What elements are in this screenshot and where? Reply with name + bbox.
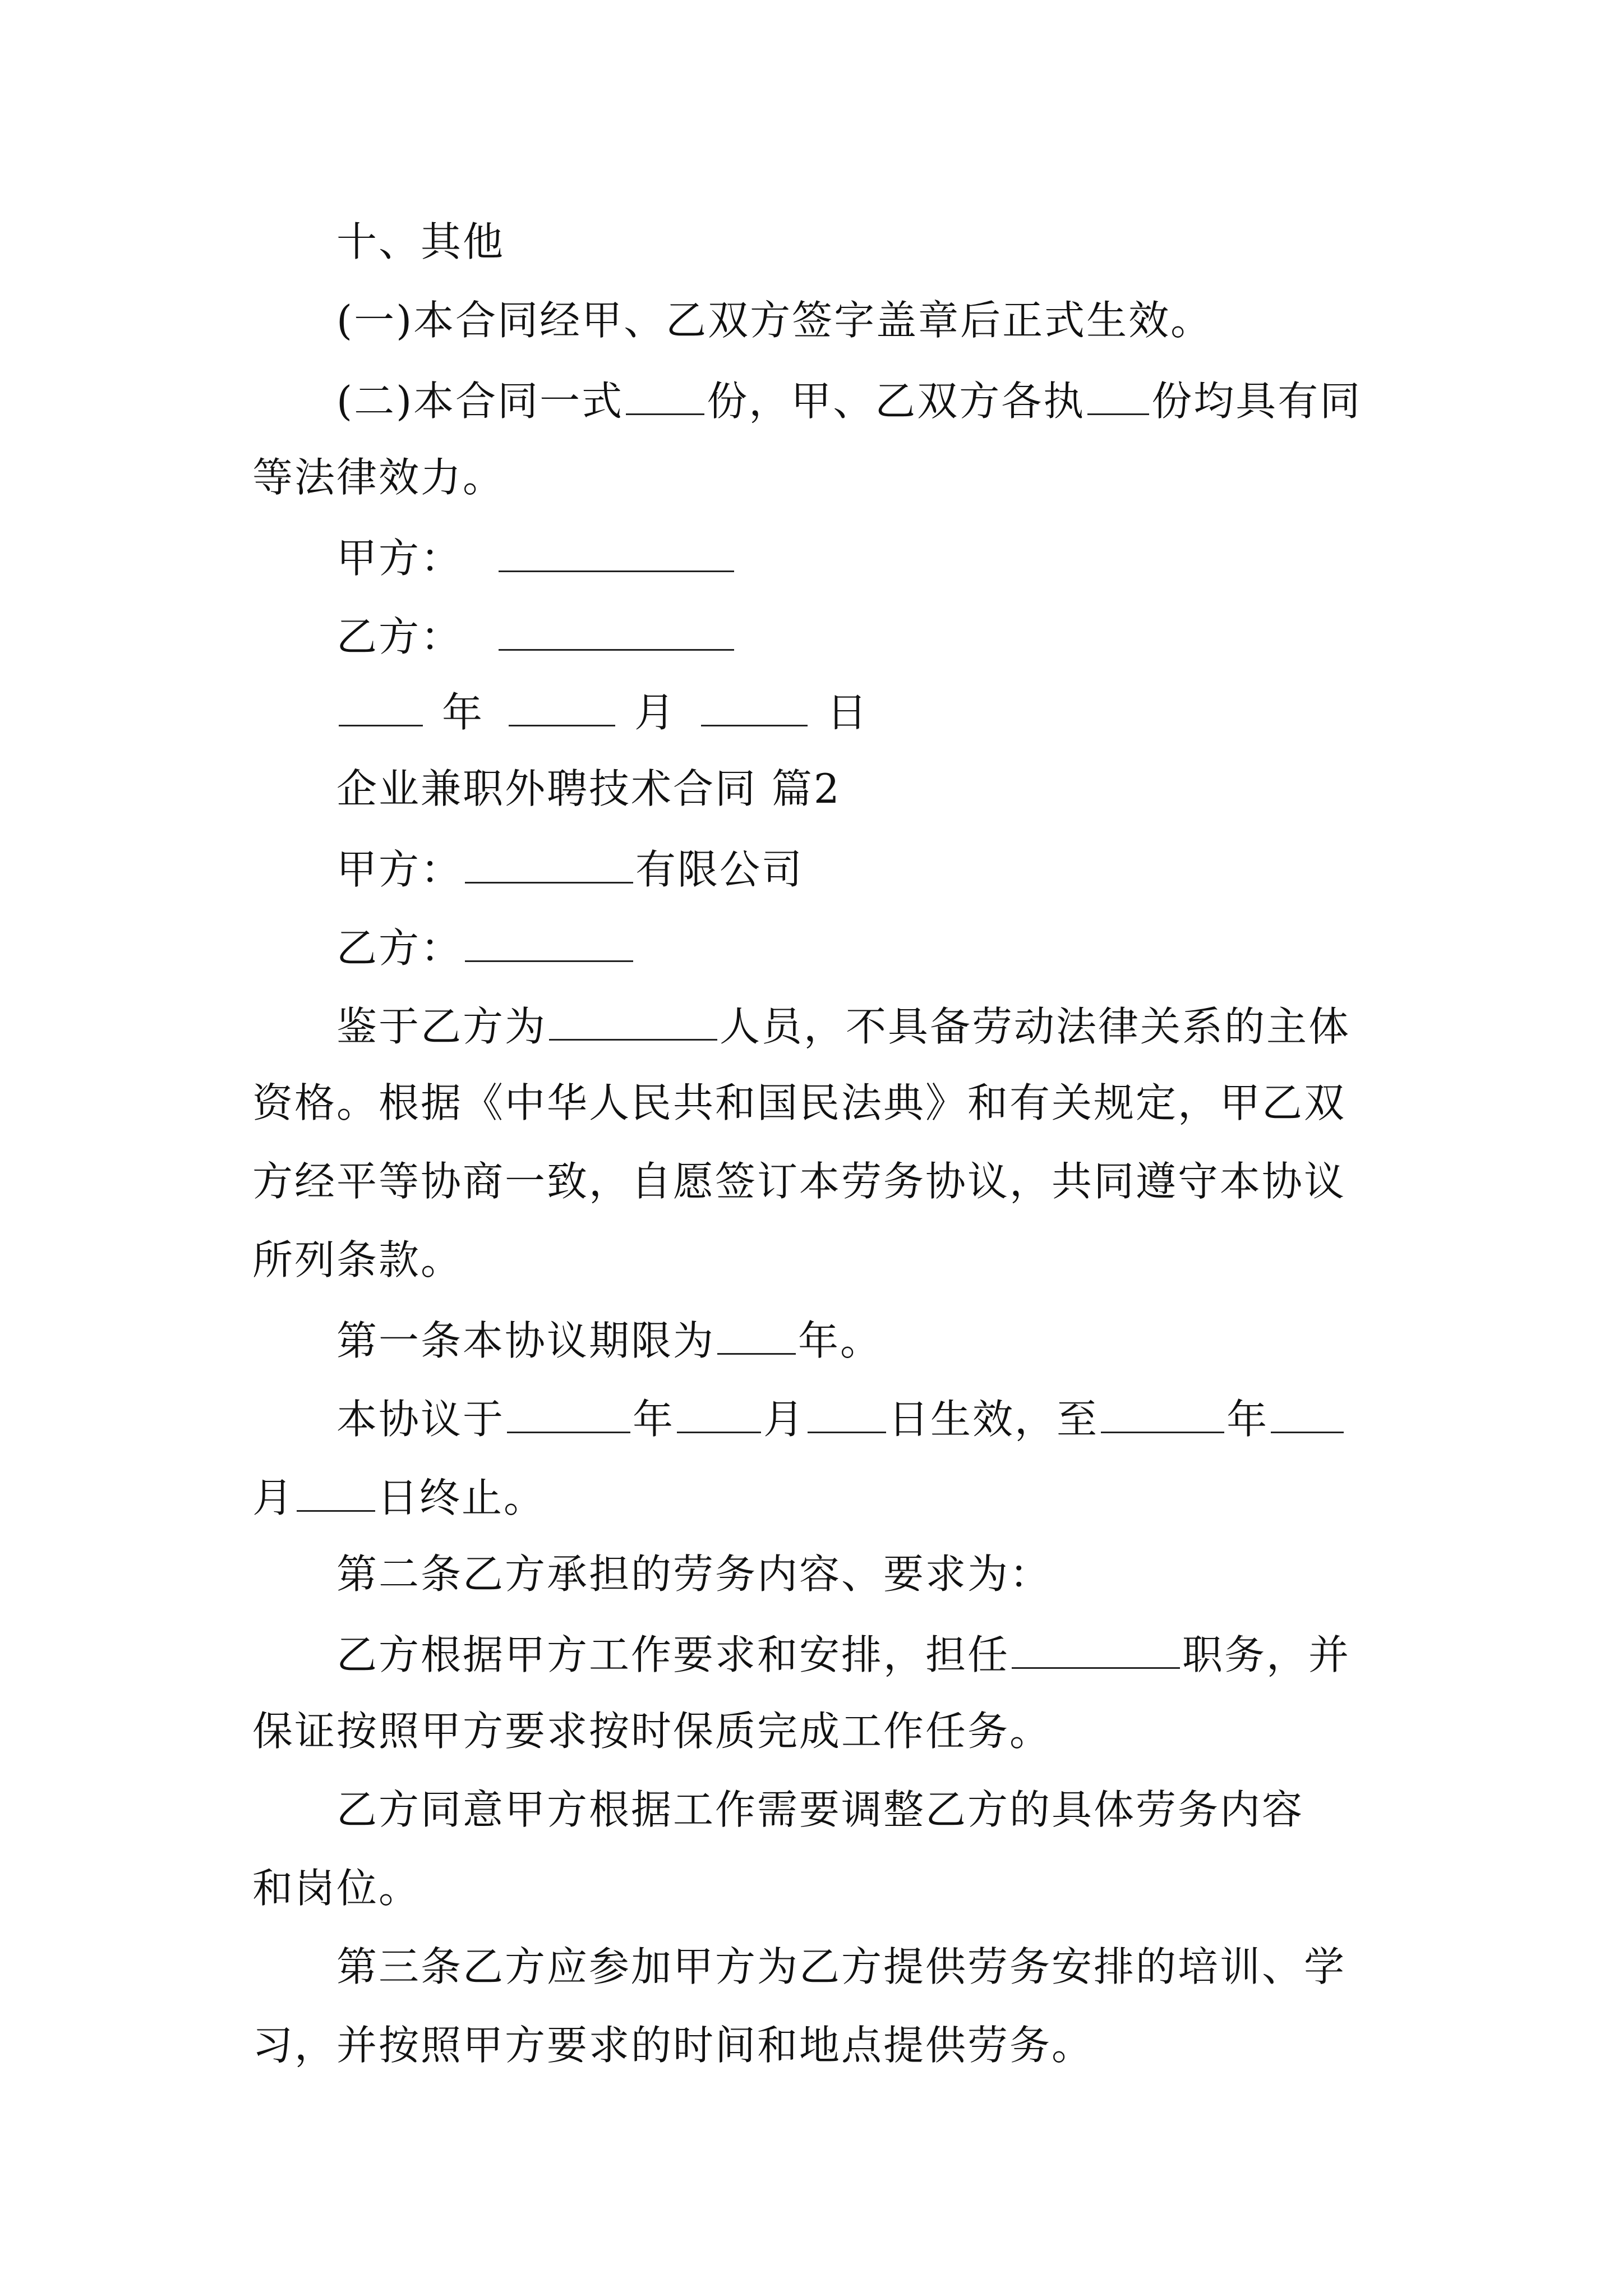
text: 月 (252, 1474, 295, 1521)
article-1-term-continued (252, 1474, 546, 1521)
text: 日终止。 (377, 1474, 546, 1521)
section-heading-other (336, 218, 505, 265)
text: 第一条本协议期限为 (336, 1317, 716, 1364)
blank-underline (717, 1318, 796, 1355)
text: 日 (827, 689, 869, 736)
party-a-signature (336, 535, 736, 582)
text: 月 (763, 1396, 806, 1443)
text: 年 (633, 1396, 675, 1443)
preamble-continued (252, 1236, 463, 1283)
party-b-signature (336, 613, 736, 660)
blank-underline (1087, 379, 1149, 415)
party-b-line (336, 924, 635, 972)
blank-underline (808, 1397, 886, 1433)
text: 年 (442, 689, 485, 736)
article-2-duty (336, 1631, 1351, 1678)
article-1-term (336, 1396, 1346, 1443)
label: 乙方： (336, 924, 463, 972)
text: 等法律效力。 (252, 454, 505, 501)
blank-underline (626, 379, 704, 415)
preamble-continued (252, 1158, 1347, 1205)
text: 乙方同意甲方根据工作需要调整乙方的具体劳务内容 (336, 1786, 1304, 1833)
text: 月 (634, 689, 677, 736)
article-3-continued (252, 2022, 1094, 2069)
signature-underline (499, 536, 734, 572)
clause-2 (336, 378, 1362, 425)
company-blank (465, 847, 633, 884)
text: (二)本合同一式 (336, 378, 624, 425)
blank-underline (1101, 1397, 1224, 1433)
text: 本协议于 (336, 1396, 505, 1443)
text: 习，并按照甲方要求的时间和地点提供劳务。 (252, 2022, 1094, 2069)
text: 有限公司 (635, 846, 804, 893)
party-a-line (336, 846, 804, 893)
text: 所列条款。 (252, 1236, 463, 1283)
text: 职务，并 (1182, 1631, 1351, 1678)
text: 第二条乙方承担的劳务内容、要求为： (336, 1550, 1052, 1598)
text: (一)本合同经甲、乙双方签字盖章后正式生效。 (336, 297, 1213, 344)
text: 第三条乙方应参加甲方为乙方提供劳务安排的培训、学 (336, 1943, 1347, 1990)
text: 方经平等协商一致，自愿签订本劳务协议，共同遵守本协议 (252, 1158, 1347, 1205)
text: 资格。根据《中华人民共和国民法典》和有关规定，甲乙双 (252, 1079, 1347, 1126)
label: 乙方： (336, 613, 463, 660)
label: 甲方： (336, 535, 463, 582)
name-blank (465, 926, 633, 962)
blank-underline (677, 1397, 761, 1433)
article-1 (336, 1317, 883, 1364)
clause-1 (336, 297, 1213, 344)
blank-underline (549, 1004, 717, 1041)
text: 鉴于乙方为 (336, 1003, 547, 1050)
article-2-duty-continued (252, 1708, 1052, 1755)
blank-underline (507, 1397, 630, 1433)
text: 企业兼职外聘技术合同 篇2 (336, 765, 841, 812)
text: 保证按照甲方要求按时保质完成工作任务。 (252, 1708, 1052, 1755)
day-blank (701, 690, 808, 726)
text: 年。 (798, 1317, 883, 1364)
position-blank (1012, 1632, 1180, 1669)
text: 乙方根据甲方工作要求和安排，担任 (336, 1631, 1010, 1678)
article-2 (336, 1550, 1052, 1598)
article-2-adjust (336, 1786, 1304, 1833)
text: 十、其他 (336, 218, 505, 265)
blank-underline (297, 1475, 375, 1512)
article-title (336, 765, 841, 812)
preamble-continued (252, 1079, 1347, 1126)
signature-underline (499, 614, 734, 651)
clause-2-continued (252, 454, 505, 501)
text: 和岗位。 (252, 1865, 421, 1912)
month-blank (509, 690, 615, 726)
text: 份均具有同 (1151, 378, 1362, 425)
article-3 (336, 1943, 1347, 1990)
blank-underline (1271, 1397, 1344, 1433)
text: 日生效，至 (888, 1396, 1099, 1443)
signature-date (336, 689, 869, 736)
text: 人员，不具备劳动法律关系的主体 (720, 1003, 1351, 1050)
text: 年 (1227, 1396, 1269, 1443)
preamble (336, 1003, 1351, 1050)
year-blank (339, 690, 423, 726)
text: 份，甲、乙双方各执 (707, 378, 1086, 425)
label: 甲方： (336, 846, 463, 893)
article-2-adjust-continued (252, 1865, 421, 1912)
